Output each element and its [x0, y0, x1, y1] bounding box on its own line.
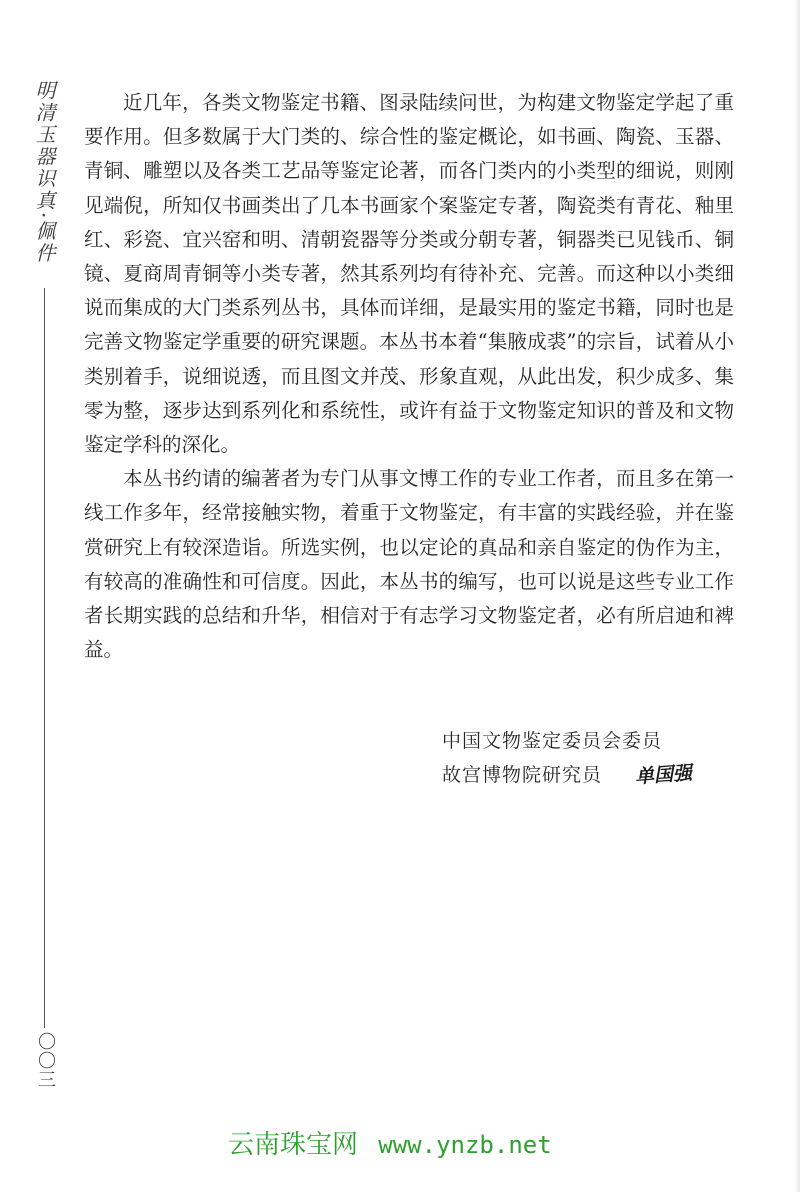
site-watermark — [228, 1124, 608, 1161]
paragraph-1: 近几年，各类文物鉴定书籍、图录陆续问世，为构建文物鉴定学起了重要作用。但多数属于大门类的、综合性的鉴定概论，如书画、陶瓷、玉器、青铜、雕塑以及各类工艺品等鉴定论著，而各门类内的小类型的细说，则刚见端倪，所知仅书画类出了几本书画家个案鉴定专著，陶瓷类有青花、釉里红、彩瓷、宜兴窑和明、清朝瓷器等分类或分朝专著，铜器类已见钱币、铜镜、夏商周青铜等小类专著，然其系列均有待补充、完善。而这种以小类细说而集成的大门类系列丛书，具体而详细，是最实用的鉴定书籍，同时也是完善文物鉴定学重要的研究课题。本丛书本着“集腋成裘”的宗旨，试着从小类别着手，说细说透，而且图文并茂、形象直观，从此出发，积少成多、集零为整，逐步达到系列化和系统性，或许有益于文物鉴定知识的普及和文物鉴定学科的深化。 — [84, 91, 734, 457]
author-title-2: 故宫博物院研究员 — [442, 764, 603, 786]
handwritten-signature: 单国强 — [634, 762, 693, 788]
page-number: 〇〇三 — [35, 1032, 56, 1089]
signature-block — [442, 724, 742, 792]
watermark-site-name: 云南珠宝网 — [228, 1130, 359, 1160]
page-edge-shadow — [794, 0, 800, 1192]
watermark-url: www.ynzb.net — [378, 1131, 552, 1159]
side-book-title: 明清玉器识真·佩件 — [32, 80, 56, 265]
paragraph-2: 本丛书约请的编著者为专门从事文博工作的专业工作者，而且多在第一线工作多年，经常接触实物，着重于文物鉴定，有丰富的实践经验，并在鉴赏研究上有较深造诣。所选实例，也以定论的真品和亲自鉴定的伪作为主，有较高的准确性和可信度。因此，本丛书的编写，也可以说是这些专业工作者长期实践的总结和升华，相信对于有志学习文物鉴定者，必有所启迪和裨益。 — [84, 467, 734, 662]
author-title-1: 中国文物鉴定委员会委员 — [442, 730, 663, 752]
author-title-2-row — [442, 758, 742, 792]
preface-body — [84, 86, 734, 667]
margin-rule — [44, 288, 45, 1028]
